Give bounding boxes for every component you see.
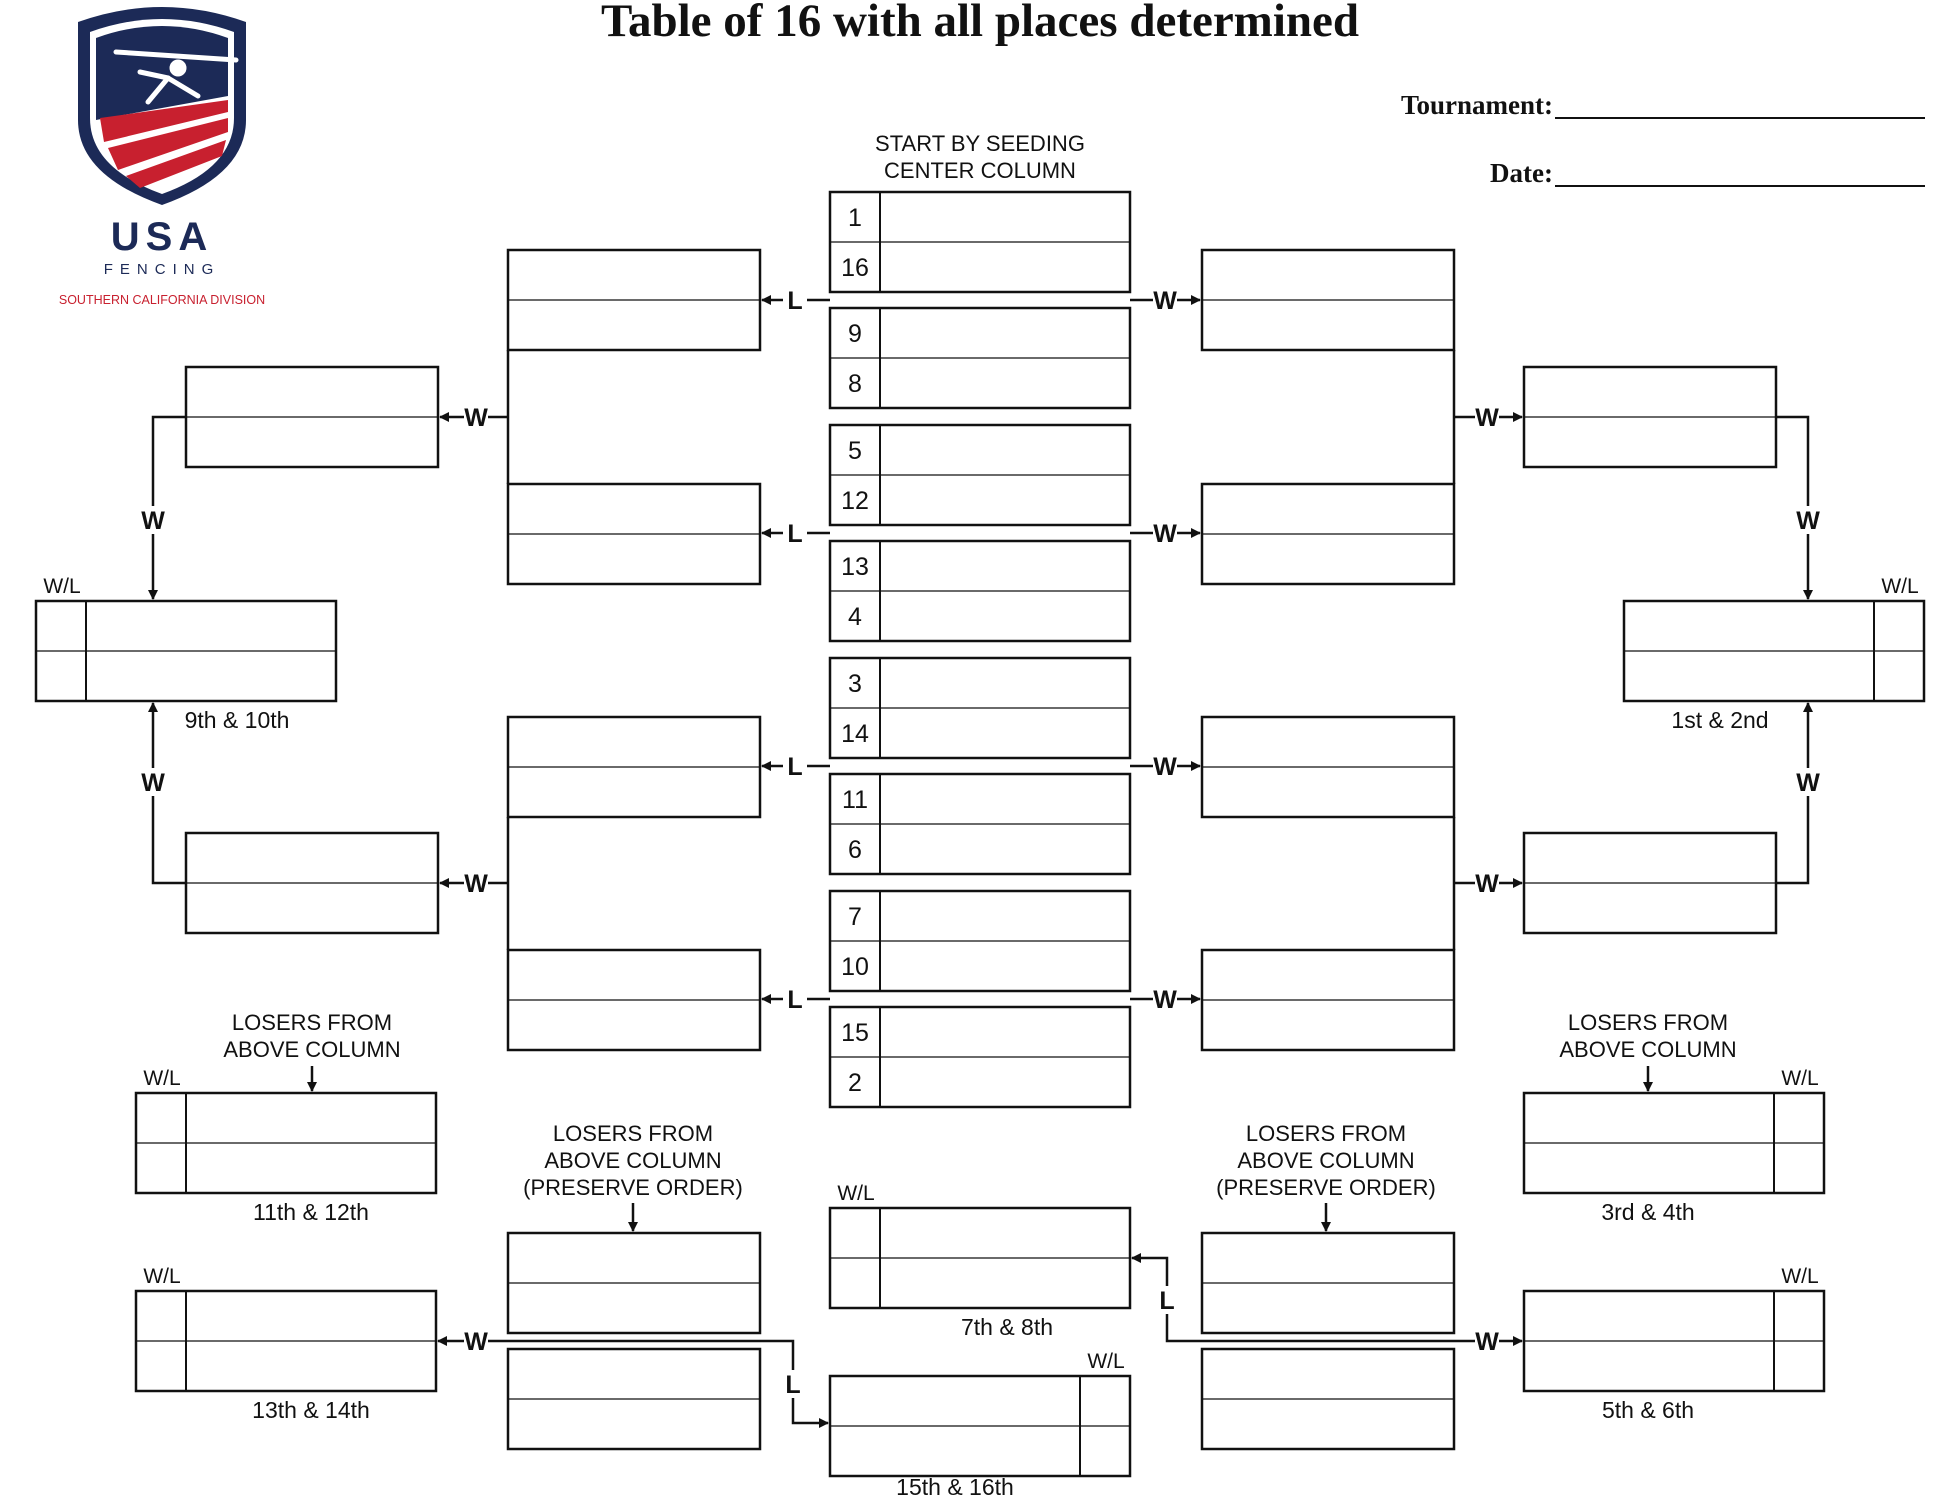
tournament-label: Tournament:: [1400, 90, 1553, 120]
usa-fencing-logo: [59, 7, 265, 307]
seed-number-10: 10: [841, 953, 869, 981]
seed-number-8: 8: [848, 370, 862, 398]
loser-marker: L: [787, 986, 803, 1014]
seed-number-4: 4: [848, 603, 862, 631]
wl-marker: W/L: [837, 1182, 875, 1205]
winner-marker: W: [141, 769, 165, 797]
place-7th-8th: 7th & 8th: [960, 1314, 1054, 1340]
losers-note-left-line1: LOSERS FROM: [231, 1010, 393, 1035]
seed-number-15: 15: [841, 1019, 869, 1047]
losers-note-left-line2: ABOVE COLUMN: [223, 1037, 401, 1062]
start-note-line2: CENTER COLUMN: [884, 158, 1076, 183]
seed-number-11: 11: [842, 786, 868, 814]
wl-marker: W/L: [1087, 1350, 1125, 1373]
seed-number-12: 12: [841, 487, 869, 515]
losers-note-preserve-left-line3: (PRESERVE ORDER): [523, 1175, 743, 1200]
loser-marker: L: [1159, 1287, 1175, 1315]
losers-note-preserve-right-line1: LOSERS FROM: [1245, 1121, 1407, 1146]
winner-marker: W: [464, 1328, 488, 1356]
place-9th-10th: 9th & 10th: [184, 707, 290, 733]
wl-marker: W/L: [1781, 1067, 1819, 1090]
loser-marker: L: [785, 1371, 801, 1399]
seed-number-3: 3: [848, 670, 862, 698]
winner-marker: W: [1796, 507, 1820, 535]
seed-number-7: 7: [848, 903, 862, 931]
seed-number-6: 6: [848, 836, 862, 864]
winner-marker: W: [1475, 404, 1499, 432]
losers-note-preserve-left-line2: ABOVE COLUMN: [544, 1148, 722, 1173]
place-15th-16th: 15th & 16th: [896, 1474, 1014, 1500]
seed-number-16: 16: [841, 254, 869, 282]
place-3rd-4th: 3rd & 4th: [1601, 1199, 1695, 1225]
wl-marker: W/L: [1781, 1265, 1819, 1288]
seed-number-2: 2: [848, 1069, 862, 1097]
place-11th-12th: 11th & 12th: [253, 1199, 369, 1225]
logo-wordmark: USA: [110, 215, 214, 259]
place-13th-14th: 13th & 14th: [252, 1397, 370, 1423]
start-note-line1: START BY SEEDING: [875, 131, 1085, 156]
loser-marker: L: [787, 753, 803, 781]
place-5th-6th: 5th & 6th: [1601, 1397, 1695, 1423]
winner-marker: W: [141, 507, 165, 535]
seed-number-9: 9: [848, 320, 862, 348]
losers-note-preserve-left-line1: LOSERS FROM: [552, 1121, 714, 1146]
losers-note-right-line1: LOSERS FROM: [1567, 1010, 1729, 1035]
winner-marker: W: [1796, 769, 1820, 797]
seed-number-1: 1: [848, 204, 862, 232]
winner-marker: W: [1153, 986, 1177, 1014]
date-label: Date:: [1490, 158, 1553, 188]
seed-number-13: 13: [841, 553, 869, 581]
seed-number-14: 14: [841, 720, 869, 748]
wl-marker: W/L: [43, 575, 81, 598]
wl-marker: W/L: [143, 1067, 181, 1090]
winner-marker: W: [464, 404, 488, 432]
logo-subtitle: FENCING: [103, 261, 221, 278]
winner-marker: W: [464, 870, 488, 898]
winner-marker: W: [1153, 753, 1177, 781]
losers-note-preserve-right-line2: ABOVE COLUMN: [1237, 1148, 1415, 1173]
logo-division: SOUTHERN CALIFORNIA DIVISION: [58, 293, 266, 307]
losers-note-right-line2: ABOVE COLUMN: [1559, 1037, 1737, 1062]
wl-marker: W/L: [1881, 575, 1919, 598]
losers-note-preserve-right-line3: (PRESERVE ORDER): [1216, 1175, 1436, 1200]
seed-number-5: 5: [848, 437, 862, 465]
wl-marker: W/L: [143, 1265, 181, 1288]
winner-marker: W: [1475, 1328, 1499, 1356]
winner-marker: W: [1153, 287, 1177, 315]
winner-marker: W: [1153, 520, 1177, 548]
place-1st-2nd: 1st & 2nd: [1671, 707, 1769, 733]
loser-marker: L: [787, 287, 803, 315]
page-title: Table of 16 with all places determined: [600, 0, 1360, 47]
winner-marker: W: [1475, 870, 1499, 898]
loser-marker: L: [787, 520, 803, 548]
